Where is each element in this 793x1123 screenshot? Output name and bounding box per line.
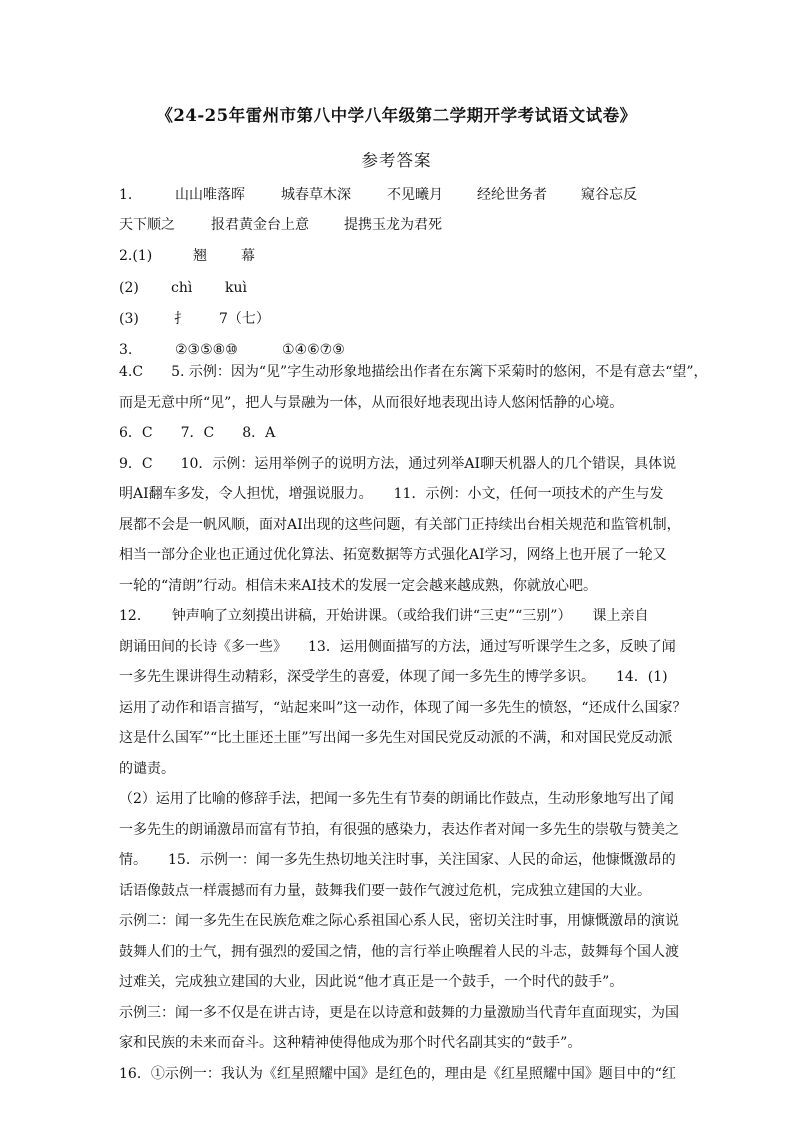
answer-line: （2）运用了比喻的修辞手法，把闻一多先生有节奏的朗诵比作鼓点，生动形象地写出了闻 — [119, 791, 674, 807]
answer-line: 示例三：闻一多不仅是在讲古诗，更是在以诗意和鼓舞的力量激励当代青年直面现实，为国 — [119, 1004, 679, 1021]
q2-answer: kuì — [225, 280, 247, 296]
q1-answer: 提携玉龙为君死 — [344, 217, 442, 233]
q1-answer: 经纶世务者 — [477, 187, 547, 203]
answer-line: 相当一部分企业也正通过优化算法、拓宽数据等方式强化AI学习，网络上也开展了一轮又 — [119, 547, 667, 563]
q1-answer: 城春草木深 — [281, 187, 351, 203]
answer-line: 鼓舞人们的士气，拥有强烈的爱国之情，他的言行举止唤醒着人民的斗志，鼓舞每个国人渡 — [119, 943, 679, 960]
answer-paragraphs — [119, 362, 708, 1094]
q2-answer: 扌 — [174, 311, 188, 327]
q2-answer: 7（七） — [219, 311, 270, 327]
answer-line: 展都不会是一帆风顺，面对AI出现的这些问题，有关部门正持续出台相关规范和监管机制， — [119, 516, 681, 533]
answer-line: 4.C 5. 示例：因为“见”字生动形象地描绘出作者在东篱下采菊时的悠闲，不是有意去“望”， — [119, 364, 708, 380]
q2-part-label: (2) — [119, 280, 139, 296]
answer-line: 明AI翻车多发，令人担忧，增强说服力。 11．示例：小文，任何一项技术的产生与发 — [119, 486, 664, 502]
answer-line: 而是无意中所“见”，把人与景融为一体，从而很好地表现出诗人悠闲恬静的心境。 — [119, 394, 624, 411]
answer-line: 一多先生的朗诵激昂而富有节拍，有很强的感染力，表达作者对闻一多先生的崇敬与赞美之 — [119, 821, 679, 838]
q1-answer: 窥谷忘反 — [581, 187, 637, 203]
answer-line: 过难关，完成独立建国的大业，因此说“他才真正是一个鼓手，一个时代的鼓手”。 — [119, 974, 624, 990]
q1-answer: 不见曦月 — [387, 187, 443, 203]
q3-label: 3. — [119, 342, 133, 358]
q3-answer: ②③⑤⑧⑩ — [175, 342, 238, 358]
answer-line: 16．①示例一：我认为《红星照耀中国》是红色的，理由是《红星照耀中国》题目中的“红 — [119, 1065, 676, 1082]
answer-line: 情。 15．示例一：闻一多先生热切地关注时事，关注国家、人民的命运，他慷慨激昂的 — [119, 852, 676, 868]
document-title: 《24-25年雷州市第八中学八年级第二学期开学考试语文试卷》 — [156, 106, 637, 125]
answer-line: 话语像鼓点一样震撼而有力量，鼓舞我们要一鼓作气渡过危机，完成独立建国的大业。 — [119, 882, 651, 899]
q2-answer: 幕 — [241, 248, 255, 264]
answer-line: 的谴责。 — [119, 760, 175, 777]
q2-answer: 翘 — [193, 248, 207, 264]
q2-answer: chì — [171, 280, 193, 296]
q1-number: 1. — [119, 187, 133, 203]
q1-answer: 天下顺之 — [119, 217, 175, 233]
answer-line: 12． 钟声响了立刻摸出讲稿，开始讲课。（或给我们讲“三吏”“三别”） 课上亲自 — [119, 608, 649, 624]
answer-line: 这是什么国军”“比土匪还土匪”写出闻一多先生对国民党反动派的不满，和对国民党反动派 — [119, 730, 673, 746]
answer-line: 朗诵田间的长诗《多一些》 13．运用侧面描写的方法，通过写听课学生之多，反映了闻 — [119, 638, 676, 655]
answer-line: 示例二：闻一多先生在民族危难之际心系祖国心系人民，密切关注时事，用慷慨激昂的演说 — [119, 913, 679, 929]
q1-answer: 报君黄金台上意 — [211, 217, 309, 233]
q2-part-label: 2.(1) — [119, 248, 153, 264]
answer-line: 运用了动作和语言描写，“站起来叫”这一动作，体现了闻一多先生的愤怒，“还成什么国家？ — [119, 699, 687, 716]
document-subtitle: 参考答案 — [361, 151, 432, 170]
answer-line: 一多先生课讲得生动精彩，深受学生的喜爱，体现了闻一多先生的博学多识。 14．(1) — [119, 669, 668, 685]
answer-line: 一轮的“清朗”行动。相信未来AI技术的发展一定会越来越成熟，你就放心吧。 — [119, 577, 597, 594]
q3-answer: ①④⑥⑦⑨ — [282, 342, 345, 358]
answer-line: 6．C 7．C 8．A — [119, 425, 276, 441]
answer-line: 家和民族的未来而奋斗。这种精神使得他成为那个时代名副其实的“鼓手”。 — [119, 1035, 582, 1051]
answer-line: 9．C 10．示例：运用举例子的说明方法，通过列举AI聊天机器人的几个错误，具体说 — [119, 455, 677, 472]
q1-answer: 山山唯落晖 — [175, 187, 245, 203]
q2-part-label: (3) — [119, 311, 139, 327]
